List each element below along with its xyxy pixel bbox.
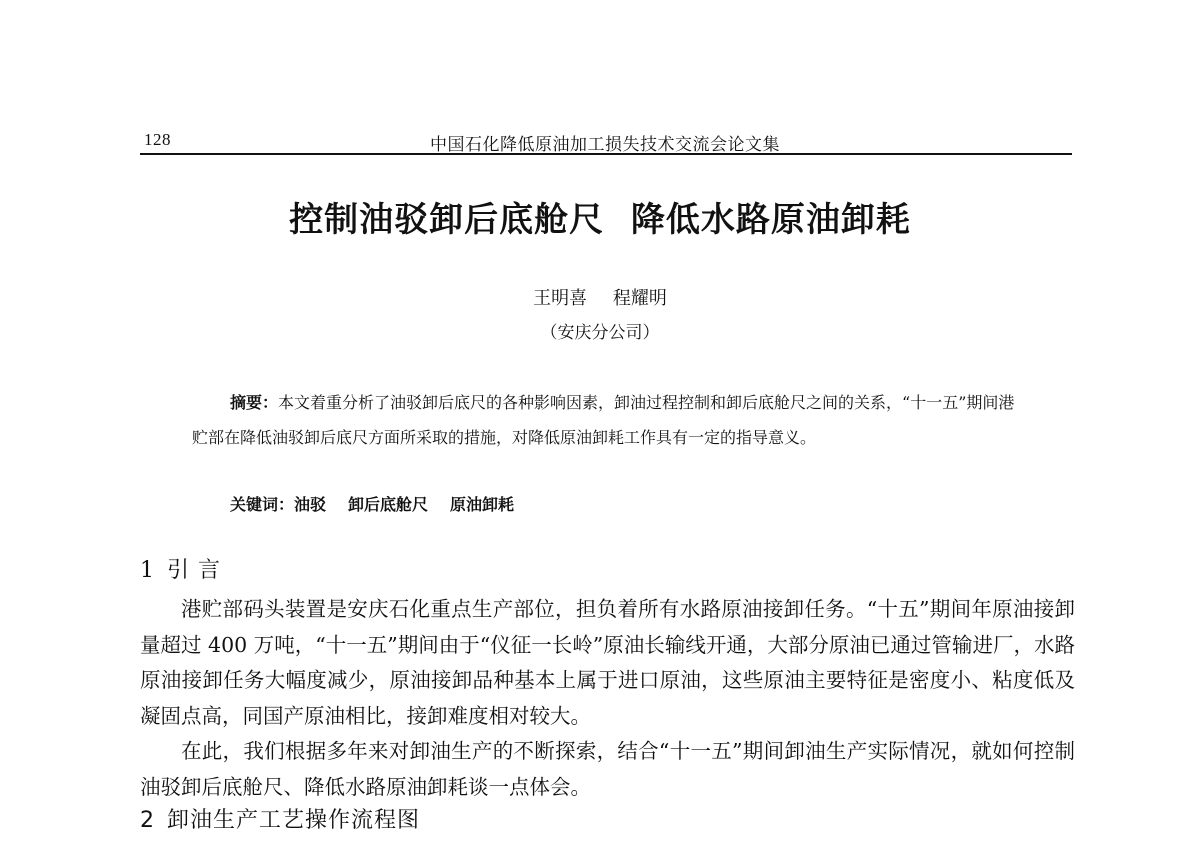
- paragraph: 港贮部码头装置是安庆石化重点生产部位，担负着所有水路原油接卸任务。“十五”期间年原油接卸量超过 400 万吨，“十一五”期间由于“仪征一长岭”原油长输线开通，大部分原油已通过管输进厂，水路原油接卸任务大幅度减少，原油接卸品种基本上属于进口原油，这些原油主要特征是密度小、粘度低及凝固点高，同国产原油相比，接卸难度相对较大。: [140, 597, 1075, 728]
- section-number: 2: [140, 808, 155, 833]
- keyword: 油驳: [294, 495, 327, 514]
- paper-title: 控制油驳卸后底舱尺 降低水路原油卸耗: [289, 200, 911, 240]
- running-header: [140, 128, 1070, 156]
- keyword: 卸后底舱尺: [348, 495, 429, 514]
- header-rule: [140, 153, 1072, 155]
- paragraph: 在此，我们根据多年来对卸油生产的不断探索，结合“十一五”期间卸油生产实际情况，就如何控制油驳卸后底舱尺、降低水路原油卸耗谈一点体会。: [140, 739, 1075, 799]
- keywords-label: 关键词：: [230, 495, 295, 514]
- section-heading-introduction: [140, 553, 221, 584]
- introduction-body: [140, 592, 1075, 805]
- section-heading-process-flow: [140, 803, 420, 834]
- affiliation: （安庆分公司）: [540, 323, 660, 343]
- abstract: [192, 386, 1022, 455]
- section-number: 1: [140, 558, 155, 583]
- abstract-text: 本文着重分析了油驳卸后底尺的各种影响因素，卸油过程控制和卸后底舱尺之间的关系，“十一五”期间港贮部在降低油驳卸后底尺方面所采取的措施，对降低原油卸耗工作具有一定的指导意义。: [192, 393, 1015, 447]
- page-number: 128: [144, 130, 171, 149]
- abstract-label: 摘要：: [230, 393, 279, 412]
- section-title: 引 言: [167, 558, 221, 583]
- authors: 王明喜 程耀明: [533, 288, 667, 309]
- section-title: 卸油生产工艺操作流程图: [167, 808, 421, 833]
- keywords: [230, 492, 536, 515]
- keyword: 原油卸耗: [450, 495, 515, 514]
- journal-title: 中国石化降低原油加工损失技术交流会论文集: [430, 135, 780, 155]
